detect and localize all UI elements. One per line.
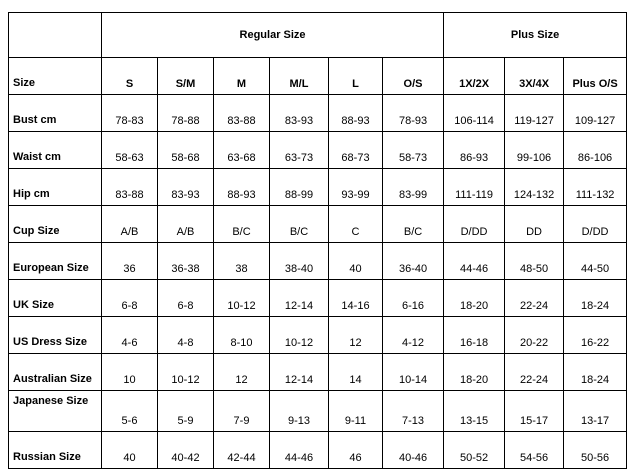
size-value-cell: 9-13	[270, 391, 329, 432]
row-label: Cup Size	[9, 206, 102, 243]
size-value-cell: C	[329, 206, 383, 243]
size-value-cell: 18-24	[564, 354, 627, 391]
size-value-cell: 10	[102, 354, 158, 391]
size-value-cell: 16-18	[444, 317, 505, 354]
size-value-cell: 10-12	[214, 280, 270, 317]
size-value-cell: 63-68	[214, 132, 270, 169]
table-row	[9, 354, 627, 391]
size-value-cell: 40-42	[158, 432, 214, 469]
size-value-cell: 78-83	[102, 95, 158, 132]
size-value-cell: 10-12	[270, 317, 329, 354]
size-value-cell: 58-73	[383, 132, 444, 169]
size-value-cell: 7-13	[383, 391, 444, 432]
size-value-cell: A/B	[158, 206, 214, 243]
size-value-cell: 83-99	[383, 169, 444, 206]
size-value-cell: 6-8	[102, 280, 158, 317]
size-value-cell: 48-50	[505, 243, 564, 280]
size-value-cell: 36-40	[383, 243, 444, 280]
regular-size-header: Regular Size	[102, 13, 444, 58]
size-value-cell: 4-8	[158, 317, 214, 354]
row-label: Japanese Size	[9, 391, 102, 432]
size-value-cell: 38	[214, 243, 270, 280]
size-value-cell: 54-56	[505, 432, 564, 469]
size-value-cell: 83-93	[158, 169, 214, 206]
size-value-cell: 6-8	[158, 280, 214, 317]
size-value-cell: B/C	[383, 206, 444, 243]
size-value-cell: 63-73	[270, 132, 329, 169]
size-value-cell: 38-40	[270, 243, 329, 280]
size-value-cell: 58-68	[158, 132, 214, 169]
size-value-cell: 12	[329, 317, 383, 354]
size-value-cell: 111-119	[444, 169, 505, 206]
row-label: UK Size	[9, 280, 102, 317]
size-value-cell: 50-56	[564, 432, 627, 469]
row-label: Waist cm	[9, 132, 102, 169]
size-value-cell: 106-114	[444, 95, 505, 132]
size-value-cell: 14	[329, 354, 383, 391]
size-value-cell: 88-93	[329, 95, 383, 132]
size-value-cell: 99-106	[505, 132, 564, 169]
size-value-cell: 13-15	[444, 391, 505, 432]
size-value-cell: 40	[102, 432, 158, 469]
table-row	[9, 391, 627, 432]
size-column-header: Plus O/S	[564, 58, 627, 95]
size-value-cell: 124-132	[505, 169, 564, 206]
size-value-cell: 88-93	[214, 169, 270, 206]
size-value-cell: A/B	[102, 206, 158, 243]
size-value-cell: 78-88	[158, 95, 214, 132]
size-value-cell: 8-10	[214, 317, 270, 354]
size-value-cell: 18-20	[444, 354, 505, 391]
size-value-cell: 4-12	[383, 317, 444, 354]
size-value-cell: D/DD	[564, 206, 627, 243]
size-value-cell: B/C	[270, 206, 329, 243]
size-value-cell: 40	[329, 243, 383, 280]
size-value-cell: 88-99	[270, 169, 329, 206]
size-value-cell: 111-132	[564, 169, 627, 206]
table-row	[9, 95, 627, 132]
size-value-cell: 16-22	[564, 317, 627, 354]
table-row	[9, 432, 627, 469]
size-value-cell: B/C	[214, 206, 270, 243]
size-value-cell: 109-127	[564, 95, 627, 132]
size-value-cell: 7-9	[214, 391, 270, 432]
size-value-cell: 10-14	[383, 354, 444, 391]
size-value-cell: 58-63	[102, 132, 158, 169]
table-row	[9, 317, 627, 354]
table-row	[9, 243, 627, 280]
corner-cell	[9, 13, 102, 58]
size-value-cell: 13-17	[564, 391, 627, 432]
size-chart-table	[8, 12, 627, 469]
size-column-header: S/M	[158, 58, 214, 95]
size-value-cell: D/DD	[444, 206, 505, 243]
plus-size-header: Plus Size	[444, 13, 627, 58]
size-value-cell: 12	[214, 354, 270, 391]
table-row	[9, 132, 627, 169]
row-label: Hip cm	[9, 169, 102, 206]
size-header-row	[9, 58, 627, 95]
size-column-header: M	[214, 58, 270, 95]
size-value-cell: 83-88	[102, 169, 158, 206]
size-value-cell: 18-20	[444, 280, 505, 317]
size-value-cell: 36	[102, 243, 158, 280]
size-value-cell: 9-11	[329, 391, 383, 432]
size-value-cell: 44-50	[564, 243, 627, 280]
size-value-cell: DD	[505, 206, 564, 243]
size-value-cell: 15-17	[505, 391, 564, 432]
size-column-header: S	[102, 58, 158, 95]
row-label: European Size	[9, 243, 102, 280]
size-value-cell: 5-9	[158, 391, 214, 432]
size-value-cell: 4-6	[102, 317, 158, 354]
size-value-cell: 20-22	[505, 317, 564, 354]
size-value-cell: 86-106	[564, 132, 627, 169]
size-value-cell: 22-24	[505, 280, 564, 317]
size-value-cell: 44-46	[444, 243, 505, 280]
size-value-cell: 36-38	[158, 243, 214, 280]
size-value-cell: 12-14	[270, 280, 329, 317]
size-value-cell: 46	[329, 432, 383, 469]
size-value-cell: 14-16	[329, 280, 383, 317]
group-header-row	[9, 13, 627, 58]
size-value-cell: 83-93	[270, 95, 329, 132]
size-value-cell: 6-16	[383, 280, 444, 317]
size-value-cell: 22-24	[505, 354, 564, 391]
size-value-cell: 40-46	[383, 432, 444, 469]
size-value-cell: 50-52	[444, 432, 505, 469]
size-value-cell: 93-99	[329, 169, 383, 206]
table-row	[9, 280, 627, 317]
size-value-cell: 78-93	[383, 95, 444, 132]
size-value-cell: 86-93	[444, 132, 505, 169]
row-label: US Dress Size	[9, 317, 102, 354]
size-column-header: O/S	[383, 58, 444, 95]
row-label: Australian Size	[9, 354, 102, 391]
size-column-header: 3X/4X	[505, 58, 564, 95]
row-label: Russian Size	[9, 432, 102, 469]
size-value-cell: 18-24	[564, 280, 627, 317]
size-value-cell: 44-46	[270, 432, 329, 469]
size-value-cell: 10-12	[158, 354, 214, 391]
table-row	[9, 206, 627, 243]
size-value-cell: 12-14	[270, 354, 329, 391]
table-row	[9, 169, 627, 206]
size-column-header: 1X/2X	[444, 58, 505, 95]
size-column-header: M/L	[270, 58, 329, 95]
row-label: Bust cm	[9, 95, 102, 132]
size-value-cell: 119-127	[505, 95, 564, 132]
size-value-cell: 5-6	[102, 391, 158, 432]
size-header-label: Size	[9, 58, 102, 95]
size-value-cell: 68-73	[329, 132, 383, 169]
size-value-cell: 83-88	[214, 95, 270, 132]
size-column-header: L	[329, 58, 383, 95]
size-value-cell: 42-44	[214, 432, 270, 469]
